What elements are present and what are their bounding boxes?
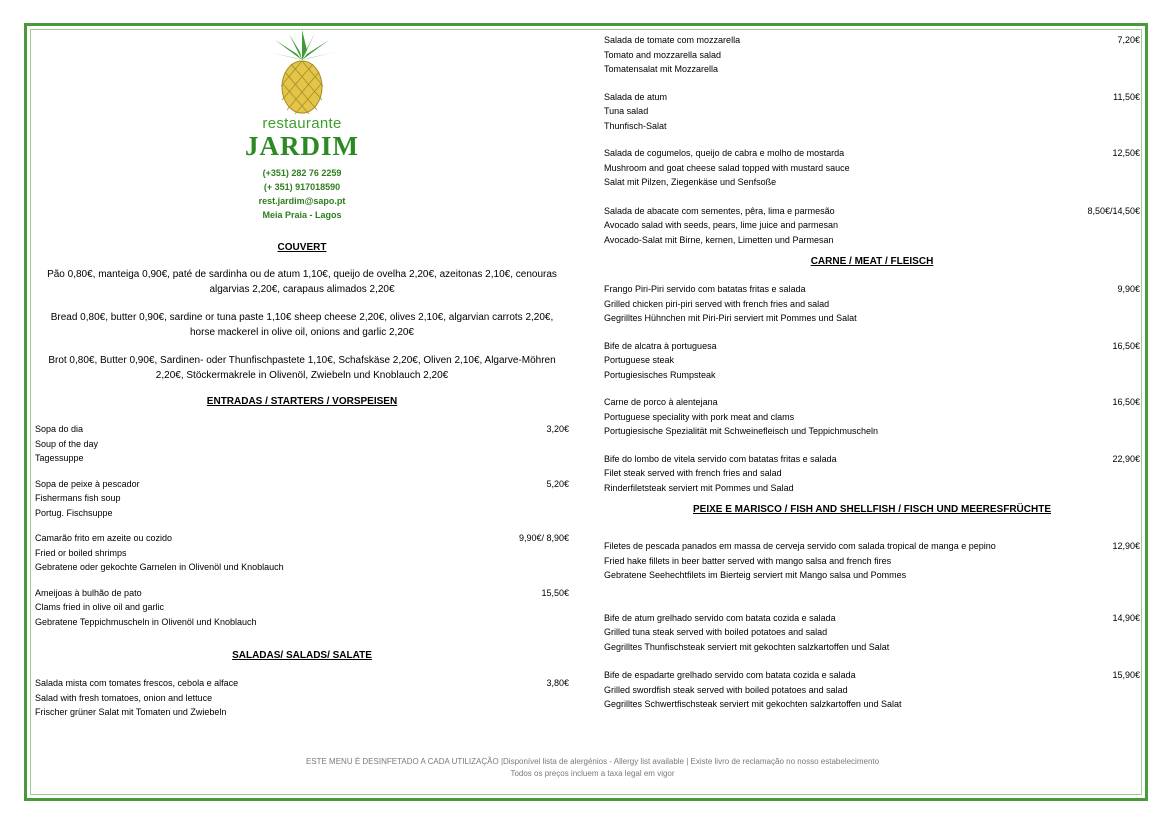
- item-price: 15,50€: [541, 587, 569, 598]
- menu-item: [604, 395, 1140, 439]
- item-name-pt: Bife do lombo de vitela servido com batatas fritas e salada: [604, 453, 837, 464]
- item-name-pt: Salada de abacate com sementes, pêra, lima e parmesão: [604, 205, 835, 216]
- item-name-de: Gebratene Seehechtfilets im Bierteig serviert mit Mango salsa und Pommes: [604, 570, 907, 580]
- item-name-pt: Salada mista com tomates frescos, cebola e alface: [35, 678, 239, 688]
- menu-item: [604, 282, 1140, 326]
- item-name-en: Tuna salad: [604, 106, 649, 116]
- item-name-pt: Frango Piri-Piri servido com batatas fritas e salada: [604, 284, 806, 294]
- item-price: 14,90€: [1112, 612, 1140, 623]
- item-name-de: Portug. Fischsuppe: [35, 507, 113, 518]
- couvert-title: COUVERT: [277, 242, 327, 253]
- item-name-en: Grilled swordfish steak served with boiled potatoes and salad: [604, 684, 848, 695]
- brand-title: JARDIM: [245, 131, 359, 161]
- item-price: 8,50€/14,50€: [1087, 205, 1140, 216]
- footer-notice: ESTE MENU É DESINFETADO A CADA UTILIZAÇÃO |Disponível lista de alergénios - Allergy list available | Existe livro de reclamação no nosso estabelecimento: [305, 757, 880, 766]
- couvert-pt: Pão 0,80€, manteiga 0,90€, paté de sardinha ou de atum 1,10€, queijo de ovelha 2,20€, azeitonas 2,10€, cenouras algarvias 2,20€, carapaus alimados 2,20€: [47, 269, 557, 295]
- menu-item: [604, 204, 1140, 248]
- item-name-en: Avocado salad with seeds, pears, lime juice and parmesan: [604, 220, 838, 230]
- item-name-de: Frischer grüner Salat mit Tomaten und Zwiebeln: [35, 707, 227, 717]
- item-price: 15,90€: [1112, 670, 1140, 680]
- item-name-de: Thunfisch-Salat: [604, 120, 667, 131]
- item-name-en: Portuguese speciality with pork meat and clams: [604, 411, 795, 422]
- couvert-en: Bread 0,80€, butter 0,90€, sardine or tuna paste 1,10€ sheep cheese 2,20€, olives 2,10€, algarvian carrots 2,20€, horse mackerel in olive oil, onions and garlic 2,20€: [50, 312, 554, 338]
- menu-item: [35, 676, 569, 720]
- item-price: 5,20€: [546, 478, 569, 489]
- item-name-pt: Bife de atum grelhado servido com batata cozida e salada: [604, 612, 836, 623]
- salads-title: SALADAS/ SALADS/ SALATE: [232, 650, 372, 661]
- item-name-pt: Sopa do dia: [35, 424, 84, 434]
- pineapple-icon: [267, 30, 337, 114]
- fish-title: PEIXE E MARISCO / FISH AND SHELLFISH / FISCH UND MEERESFRÜCHTE: [693, 504, 1051, 515]
- item-name-en: Fishermans fish soup: [35, 493, 121, 503]
- menu-item: [604, 33, 1140, 77]
- item-name-en: Soup of the day: [35, 438, 99, 449]
- menu-item: [35, 586, 569, 630]
- menu-item: [35, 477, 569, 521]
- item-name-en: Grilled tuna steak served with boiled potatoes and salad: [604, 627, 828, 637]
- phone-landline: (+351) 282 76 2259: [262, 168, 342, 178]
- item-name-en: Portuguese steak: [604, 355, 675, 365]
- starters-title: ENTRADAS / STARTERS / VORSPEISEN: [206, 396, 398, 407]
- item-price: 3,80€: [546, 678, 569, 688]
- email: rest.jardim@sapo.pt: [258, 196, 346, 206]
- item-price: 7,20€: [1117, 35, 1140, 45]
- item-price: 3,20€: [546, 424, 569, 434]
- menu-item: [35, 531, 569, 575]
- item-name-pt: Salada de atum: [604, 91, 668, 102]
- item-name-de: Portugiesisches Rumpsteak: [604, 369, 716, 380]
- item-name-en: Tomato and mozzarella salad: [604, 49, 722, 60]
- item-name-pt: Filetes de pescada panados em massa de cerveja servido com salada tropical de manga e pepino: [604, 541, 996, 551]
- item-name-pt: Salada de cogumelos, queijo de cabra e molho de mostarda: [604, 148, 845, 158]
- item-name-pt: Camarão frito em azeite ou cozido: [35, 533, 173, 543]
- item-name-pt: Bife de espadarte grelhado servido com batata cozida e salada: [604, 670, 856, 680]
- item-name-de: Avocado-Salat mit Birne, kernen, Limetten und Parmesan: [604, 234, 834, 245]
- couvert-de: Brot 0,80€, Butter 0,90€, Sardinen- oder Thunfischpastete 1,10€, Schafskäse 2,20€, Oliven 2,10€, Algarve-Möhren 2,20€, Stöckermakrele in Olivenöl, Zwiebeln und Knoblauch 2,20€: [48, 355, 556, 381]
- menu-item: [604, 90, 1140, 134]
- meat-title: CARNE / MEAT / FLEISCH: [810, 256, 934, 267]
- item-price: 12,90€: [1112, 541, 1140, 551]
- menu-item: [604, 339, 1140, 383]
- item-price: 22,90€: [1112, 453, 1140, 464]
- item-name-en: Fried hake fillets in beer batter served with mango salsa and french fires: [604, 555, 892, 566]
- item-name-en: Grilled chicken piri-piri served with french fries and salad: [604, 298, 830, 309]
- item-name-en: Filet steak served with french fries and salad: [604, 468, 782, 478]
- item-price: 9,90€/ 8,90€: [518, 533, 569, 543]
- footer: [0, 756, 1175, 780]
- item-name-de: Rinderfiletsteak serviert mit Pommes und Salad: [604, 482, 794, 493]
- phone-mobile: (+ 351) 917018590: [263, 182, 341, 192]
- item-name-en: Fried or boiled shrimps: [35, 547, 127, 558]
- footer-tax-note: Todos os preços incluem a taxa legal em vigor: [510, 769, 675, 778]
- menu-item: [604, 539, 1140, 583]
- item-name-de: Tomatensalat mit Mozzarella: [604, 64, 719, 74]
- item-price: 16,50€: [1112, 397, 1140, 407]
- menu-item: [604, 668, 1140, 712]
- menu-item: [604, 452, 1140, 496]
- item-name-pt: Sopa de peixe à pescador: [35, 478, 140, 489]
- item-name-de: Gebratene oder gekochte Garnelen in Olivenöl und Knoblauch: [35, 562, 284, 572]
- item-name-en: Mushroom and goat cheese salad topped with mustard sauce: [604, 162, 850, 173]
- item-name-pt: Bife de alcatra à portuguesa: [604, 340, 717, 351]
- brand-subtitle: restaurante: [262, 115, 342, 132]
- item-price: 9,90€: [1117, 284, 1140, 294]
- item-name-en: Salad with fresh tomatoes, onion and lettuce: [35, 692, 213, 703]
- contact-info: [35, 166, 569, 222]
- item-name-de: Gegrilltes Thunfischsteak serviert mit gekochten salzkartoffen und Salat: [604, 641, 890, 652]
- item-name-de: Tagessuppe: [35, 453, 84, 463]
- item-name-pt: Carne de porco à alentejana: [604, 397, 718, 407]
- item-price: 12,50€: [1112, 148, 1140, 158]
- left-column: [35, 30, 569, 720]
- item-name-de: Portugiesische Spezialität mit Schweinefleisch und Teppichmuscheln: [604, 426, 878, 436]
- item-name-de: Salat mit Pilzen, Ziegenkäse und Senfsoße: [604, 177, 777, 187]
- item-name-de: Gegrilltes Schwertfischsteak serviert mit gekochten salzkartoffen und Salat: [604, 699, 902, 709]
- item-price: 16,50€: [1112, 340, 1140, 351]
- menu-item: [604, 146, 1140, 190]
- item-name-pt: Ameijoas à bulhão de pato: [35, 587, 142, 598]
- menu-item: [35, 422, 569, 466]
- item-name-pt: Salada de tomate com mozzarella: [604, 35, 741, 45]
- restaurant-logo: [35, 30, 569, 222]
- item-name-de: Gegrilltes Hühnchen mit Piri-Piri serviert mit Pommes und Salat: [604, 313, 857, 323]
- item-price: 11,50€: [1113, 91, 1140, 102]
- menu-item: [604, 611, 1140, 655]
- item-name-en: Clams fried in olive oil and garlic: [35, 602, 165, 612]
- right-column: [604, 33, 1140, 712]
- item-name-de: Gebratene Teppichmuscheln in Olivenöl und Knoblauch: [35, 616, 257, 627]
- location: Meia Praia - Lagos: [262, 210, 342, 220]
